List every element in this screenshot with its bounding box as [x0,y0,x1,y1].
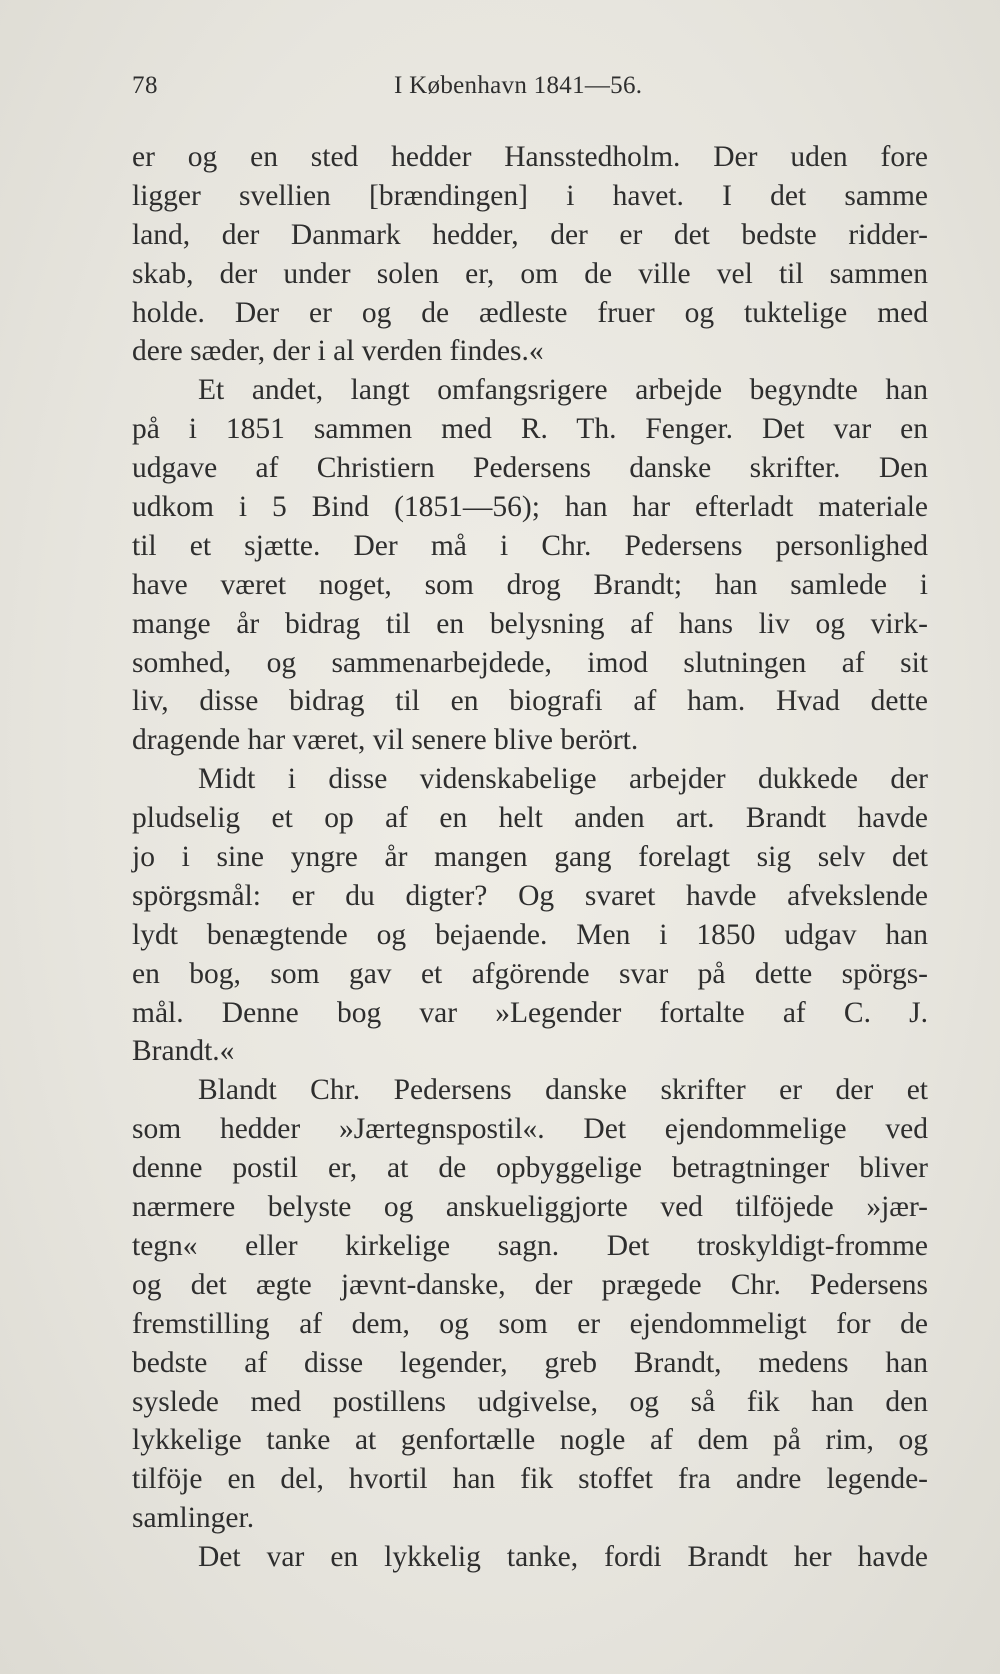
text-line: Det var en lykkelig tanke, fordi Brandt her havde [198,1541,928,1574]
text-line: fremstilling af dem, og som er ejendommeligt for de [132,1307,928,1340]
text-line: liv, disse bidrag til en biografi af ham. Hvad dette [132,685,928,718]
text-line: lydt benægtende og bejaende. Men i 1850 udgav han [132,918,928,951]
text-line: Blandt Chr. Pedersens danske skrifter er der et [198,1074,928,1107]
text-line: Midt i disse videnskabelige arbejder dukkede der [198,763,928,796]
text-line: denne postil er, at de opbyggelige betragtninger bliver [132,1152,928,1185]
text-line: have været noget, som drog Brandt; han samlede i [132,568,928,601]
page-header [0,72,1000,112]
text-line: er og en sted hedder Hansstedholm. Der uden fore [132,141,928,173]
text-line: som hedder »Jærtegnspostil«. Det ejendommelige ved [132,1113,928,1146]
text-line: tilföje en del, hvortil han fik stoffet fra andre legende- [132,1463,928,1496]
text-line: udkom i 5 Bind (1851—56); han har efterladt materiale [132,491,928,524]
text-line: en bog, som gav et afgörende svar på dette spörgs- [132,957,928,990]
text-line: syslede med postillens udgivelse, og så fik han den [132,1385,928,1418]
text-line: til et sjætte. Der må i Chr. Pedersens personlighed [132,529,928,562]
text-line: dere sæder, der i al verden findes.« [132,335,544,368]
text-line: ligger svellien [brændingen] i havet. I det samme [132,179,928,212]
text-line: pludselig et op af en helt anden art. Brandt havde [132,802,928,835]
text-line: tegn« eller kirkelige sagn. Det troskyldigt-fromme [132,1229,928,1262]
running-head: I København 1841—56. [394,72,643,99]
text-line: mange år bidrag til en belysning af hans liv og virk- [132,607,928,640]
body-text [132,138,928,1577]
text-line: mål. Denne bog var »Legender fortalte af C. J. [132,996,928,1029]
page-number: 78 [132,72,158,99]
text-line: skab, der under solen er, om de ville vel til sammen [132,257,928,290]
text-line: og det ægte jævnt-danske, der prægede Chr. Pedersens [132,1268,928,1301]
text-line: bedste af disse legender, greb Brandt, medens han [132,1346,928,1379]
text-line: land, der Danmark hedder, der er det bedste ridder- [132,218,928,251]
text-line: jo i sine yngre år mangen gang forelagt sig selv det [132,841,928,874]
text-line: lykkelige tanke at genfortælle nogle af dem på rim, og [132,1424,928,1457]
text-line: Brandt.« [132,1035,235,1068]
text-line: spörgsmål: er du digter? Og svaret havde afvekslende [132,879,928,912]
text-line: Et andet, langt omfangsrigere arbejde begyndte han [198,374,928,407]
text-line: nærmere belyste og anskueliggjorte ved tilföjede »jær- [132,1191,928,1224]
text-line: samlinger. [132,1502,255,1535]
text-line: somhed, og sammenarbejdede, imod slutningen af sit [132,646,928,679]
text-line: udgave af Christiern Pedersens danske skrifter. Den [132,452,928,485]
text-line: dragende har været, vil senere blive berört. [132,724,639,757]
text-line: på i 1851 sammen med R. Th. Fenger. Det var en [132,413,928,446]
text-line: holde. Der er og de ædleste fruer og tuktelige med [132,296,928,329]
